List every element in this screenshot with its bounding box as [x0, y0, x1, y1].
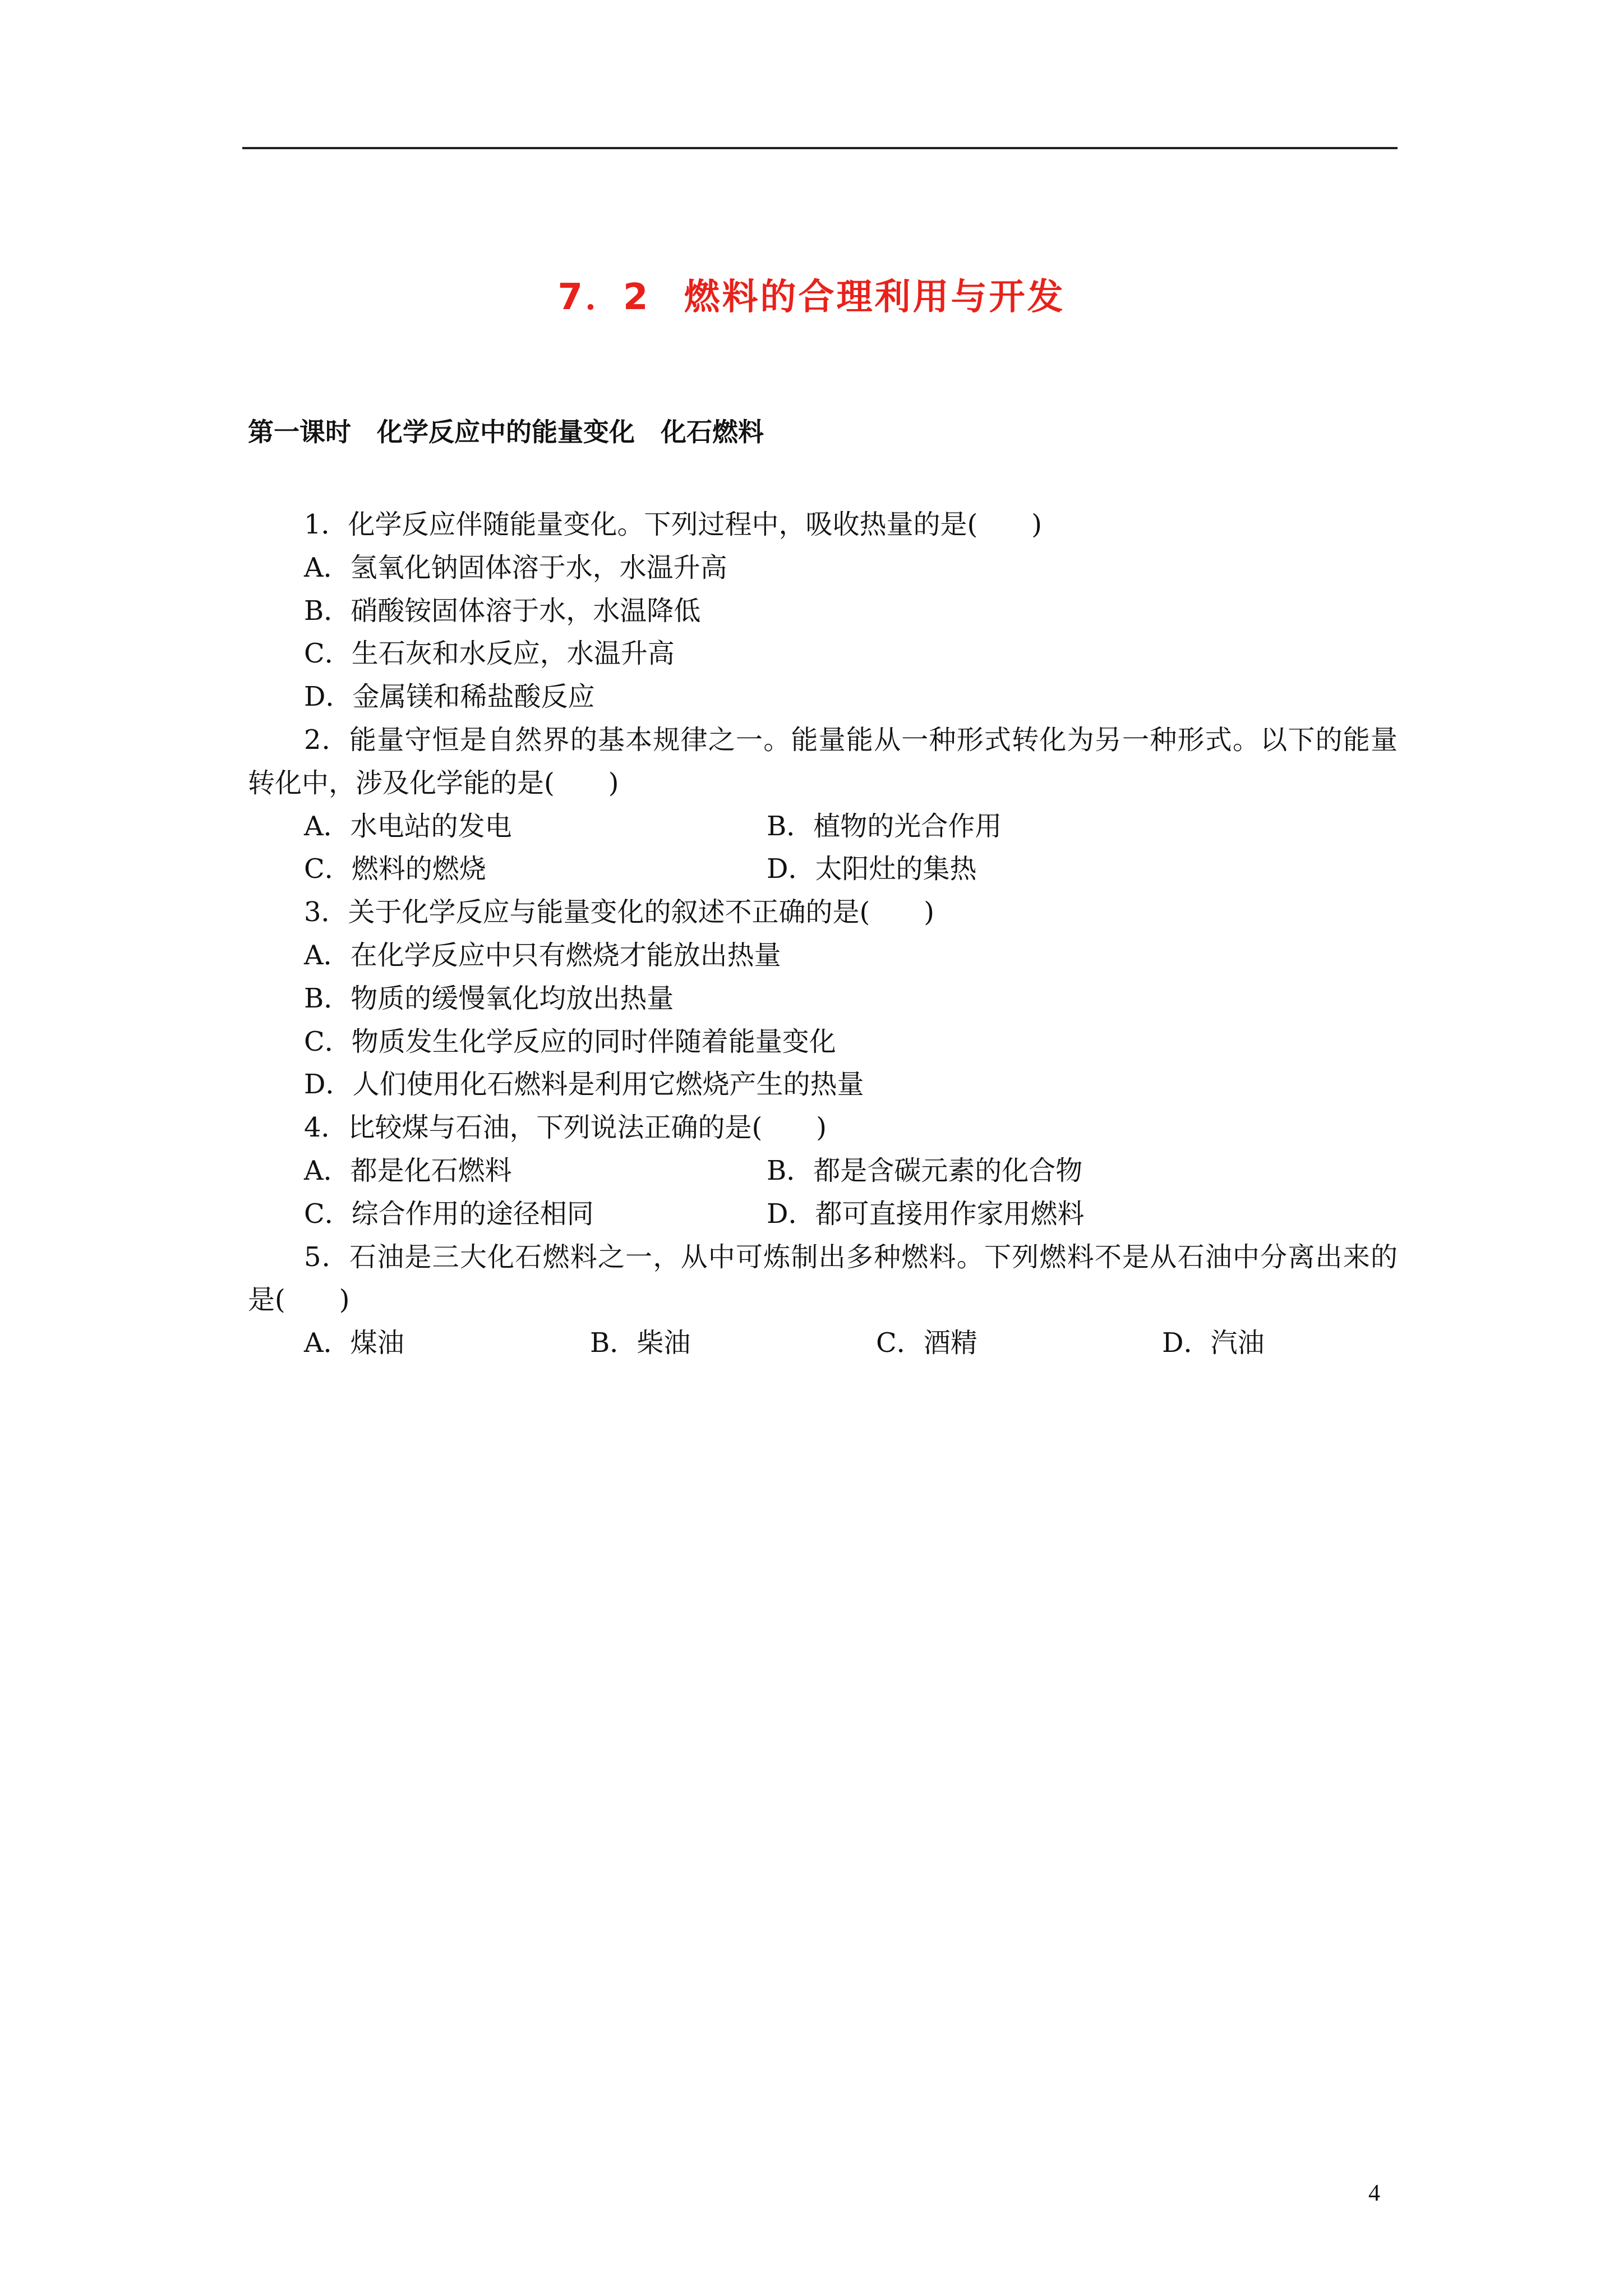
question-4-option-d: D．都可直接用作家用燃料: [767, 1198, 1085, 1230]
question-5-option-a: A．煤油: [304, 1327, 404, 1359]
question-4-options-row-2: [248, 1193, 1398, 1236]
question-2-option-d: D．太阳灶的集热: [767, 853, 977, 885]
question-3-stem: 3．关于化学反应与能量变化的叙述不正确的是( ): [304, 896, 934, 928]
question-3-option-d: D．人们使用化石燃料是利用它燃烧产生的热量: [304, 1069, 864, 1101]
question-5-options-row: [248, 1322, 1398, 1365]
question-2-stem: 2．能量守恒是自然界的基本规律之一。能量能从一种形式转化为另一种形式。以下的能量转化中，涉及化学能的是( ): [248, 724, 1398, 799]
question-1-option-a: A．氢氧化钠固体溶于水，水温升高: [304, 551, 727, 583]
question-2-option-c: C．燃料的燃烧: [304, 853, 486, 885]
question-3-option-c: C．物质发生化学反应的同时伴随着能量变化: [304, 1025, 836, 1057]
question-2-option-a: A．水电站的发电: [304, 810, 512, 842]
question-1-option-d: D．金属镁和稀盐酸反应: [304, 681, 595, 713]
question-4-option-a: A．都是化石燃料: [304, 1154, 512, 1186]
section-title: 第一课时 化学反应中的能量变化 化石燃料: [248, 417, 764, 447]
question-2-option-b: B．植物的光合作用: [767, 810, 1002, 842]
question-5-stem: 5．石油是三大化石燃料之一，从中可炼制出多种燃料。下列燃料不是从石油中分离出来的是( ): [248, 1241, 1398, 1316]
title-number: 7．2: [557, 277, 651, 318]
question-1-option-b: B．硝酸铵固体溶于水，水温降低: [304, 595, 701, 627]
question-1-option-c: C．生石灰和水反应，水温升高: [304, 638, 675, 670]
question-1-stem: 1．化学反应伴随能量变化。下列过程中，吸收热量的是( ): [304, 509, 1042, 540]
question-5-option-d: D．汽油: [1162, 1327, 1265, 1359]
page-title: [0, 269, 1623, 325]
question-4-options-row-1: [248, 1149, 1398, 1193]
question-2-options-row-2: [248, 848, 1398, 891]
question-3-option-b: B．物质的缓慢氧化均放出热量: [304, 982, 674, 1014]
question-5-option-c: C．酒精: [876, 1327, 978, 1359]
question-list: [248, 503, 1398, 1365]
question-2-options-row-1: [248, 805, 1398, 848]
question-5-option-b: B．柴油: [590, 1327, 691, 1359]
page-number: 4: [1368, 2180, 1380, 2206]
question-4-option-b: B．都是含碳元素的化合物: [767, 1154, 1083, 1186]
question-4-stem: 4．比较煤与石油，下列说法正确的是( ): [304, 1112, 827, 1144]
title-text: 燃料的合理利用与开发: [684, 277, 1066, 318]
header-rule: [242, 147, 1398, 149]
question-3-option-a: A．在化学反应中只有燃烧才能放出热量: [304, 939, 781, 971]
question-4-option-c: C．综合作用的途径相同: [304, 1198, 594, 1230]
